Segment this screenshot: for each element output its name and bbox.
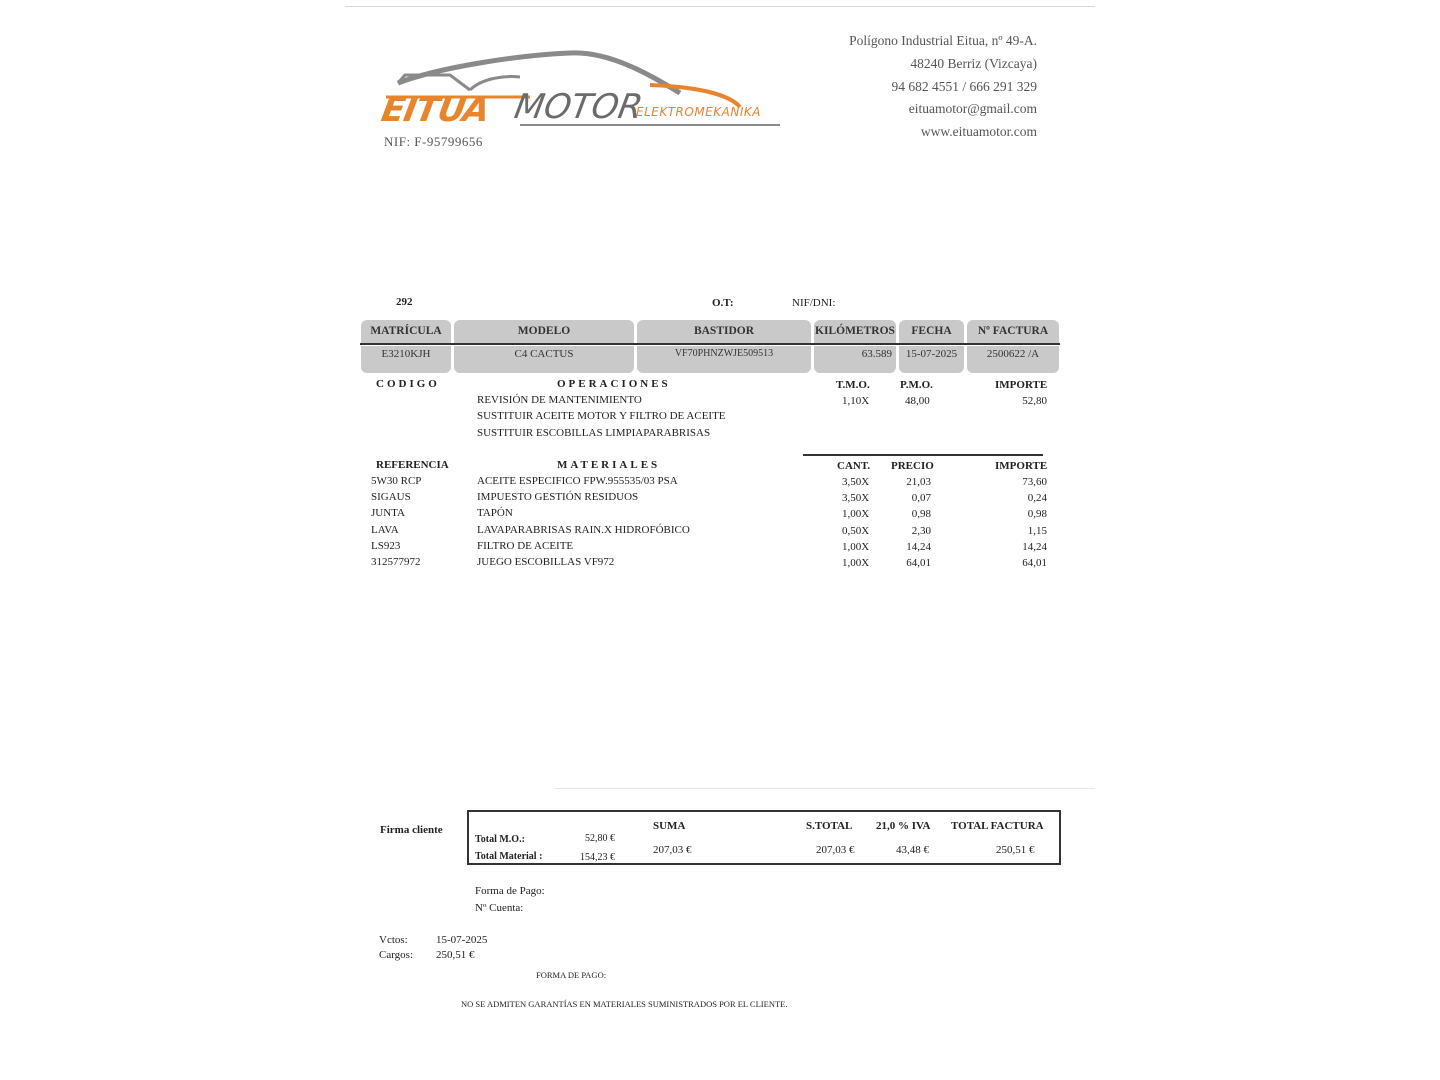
header-matricula: MATRÍCULA bbox=[370, 325, 442, 337]
header-importe-mat: IMPORTE bbox=[995, 460, 1048, 472]
header-bastidor: BASTIDOR bbox=[693, 325, 755, 337]
material-importe: 14,24 bbox=[1022, 541, 1047, 553]
material-ref: 312577972 bbox=[371, 556, 421, 568]
material-cant: 1,00X bbox=[842, 541, 870, 553]
value-fecha: 15-07-2025 bbox=[905, 348, 958, 360]
material-cant: 0,50X bbox=[842, 525, 870, 537]
total-factura-label: TOTAL FACTURA bbox=[951, 820, 1044, 832]
company-website: www.eituamotor.com bbox=[920, 124, 1037, 139]
stotal-label: S.TOTAL bbox=[806, 820, 853, 832]
operation-line: SUSTITUIR ACEITE MOTOR Y FILTRO DE ACEITE bbox=[477, 410, 726, 422]
page-top-border bbox=[345, 6, 1095, 7]
total-material-label: Total Material : bbox=[475, 851, 543, 862]
section-divider bbox=[803, 454, 1043, 456]
material-cant: 3,50X bbox=[842, 492, 870, 504]
cargos-value: 250,51 € bbox=[436, 949, 475, 961]
operation-importe: 52,80 bbox=[1022, 395, 1047, 407]
operation-pmo: 48,00 bbox=[905, 395, 930, 407]
warranty-disclaimer: NO SE ADMITEN GARANTÍAS EN MATERIALES SUMINISTRADOS POR EL CLIENTE. bbox=[461, 999, 788, 1009]
vehicle-cell-factura bbox=[967, 320, 1059, 373]
material-desc: FILTRO DE ACEITE bbox=[477, 540, 574, 552]
header-modelo: MODELO bbox=[517, 325, 571, 337]
total-material-value: 154,23 € bbox=[580, 852, 615, 863]
company-phone: 94 682 4551 / 666 291 329 bbox=[891, 79, 1037, 94]
stotal-value: 207,03 € bbox=[816, 844, 855, 856]
vehicle-header-divider-highlight bbox=[360, 345, 1060, 346]
material-ref: LAVA bbox=[371, 524, 399, 536]
header-materiales: MATERIALES bbox=[557, 459, 661, 471]
header-operaciones: OPERACIONES bbox=[557, 378, 671, 390]
iva-label: 21,0 % IVA bbox=[876, 820, 931, 832]
material-ref: 5W30 RCP bbox=[371, 475, 422, 487]
vehicle-cell-kilometros bbox=[814, 320, 896, 373]
header-precio: PRECIO bbox=[891, 460, 934, 472]
vehicle-cell-bastidor bbox=[637, 320, 811, 373]
total-mo-value: 52,80 € bbox=[585, 833, 615, 844]
total-factura-value: 250,51 € bbox=[996, 844, 1035, 856]
header-fecha: FECHA bbox=[911, 325, 952, 337]
header-factura: Nº FACTURA bbox=[977, 325, 1049, 337]
header-tmo: T.M.O. bbox=[836, 379, 870, 391]
header-importe-ops: IMPORTE bbox=[995, 379, 1048, 391]
cargos-label: Cargos: bbox=[379, 949, 414, 961]
header-kilometros: KILÓMETROS bbox=[815, 325, 895, 337]
value-factura: 2500622 /A bbox=[986, 348, 1040, 360]
vctos-label: Vctos: bbox=[379, 934, 408, 946]
suma-value: 207,03 € bbox=[653, 844, 692, 856]
logo-word-motor: MOTOR bbox=[511, 87, 646, 127]
vehicle-cell-fecha bbox=[899, 320, 964, 373]
material-desc: LAVAPARABRISAS RAIN.X HIDROFÓBICO bbox=[477, 524, 690, 536]
header-cant: CANT. bbox=[837, 460, 871, 472]
value-matricula: E3210KJH bbox=[381, 348, 431, 360]
header-pmo: P.M.O. bbox=[900, 379, 933, 391]
total-mo-label: Total M.O.: bbox=[475, 834, 525, 845]
material-cant: 3,50X bbox=[842, 476, 870, 488]
iva-value: 43,48 € bbox=[896, 844, 929, 856]
forma-pago-label: Forma de Pago: bbox=[475, 885, 545, 897]
numero-cuenta-label: Nº Cuenta: bbox=[475, 902, 524, 914]
totals-box bbox=[467, 810, 1061, 865]
material-ref: SIGAUS bbox=[371, 491, 411, 503]
value-modelo: C4 CACTUS bbox=[514, 348, 574, 360]
company-email: eituamotor@gmail.com bbox=[908, 101, 1037, 116]
header-codigo: CODIGO bbox=[376, 378, 440, 390]
vctos-value: 15-07-2025 bbox=[436, 934, 488, 946]
vehicle-cell-modelo bbox=[454, 320, 634, 373]
firma-cliente-label: Firma cliente bbox=[380, 824, 443, 836]
material-precio: 21,03 bbox=[906, 476, 931, 488]
material-importe: 0,98 bbox=[1027, 508, 1047, 520]
ot-label: O.T: bbox=[712, 297, 734, 309]
company-address-line-2: 48240 Berriz (Vizcaya) bbox=[910, 56, 1037, 71]
material-precio: 14,24 bbox=[906, 541, 931, 553]
material-ref: JUNTA bbox=[371, 507, 405, 519]
material-importe: 0,24 bbox=[1027, 492, 1047, 504]
value-bastidor: VF70PHNZWJE509513 bbox=[674, 348, 774, 359]
operation-tmo: 1,10X bbox=[842, 395, 870, 407]
material-precio: 0,98 bbox=[911, 508, 931, 520]
vehicle-cell-matricula bbox=[361, 320, 451, 373]
material-importe: 64,01 bbox=[1022, 557, 1047, 569]
material-desc: ACEITE ESPECIFICO FPW.955535/03 PSA bbox=[477, 475, 678, 487]
footer-divider bbox=[555, 788, 1095, 789]
material-cant: 1,00X bbox=[842, 557, 870, 569]
operation-line: SUSTITUIR ESCOBILLAS LIMPIAPARABRISAS bbox=[477, 427, 711, 439]
header-referencia: REFERENCIA bbox=[376, 459, 449, 471]
forma-pago-caps: FORMA DE PAGO: bbox=[536, 970, 607, 980]
value-kilometros: 63.589 bbox=[861, 348, 892, 360]
material-desc: JUEGO ESCOBILLAS VF972 bbox=[477, 556, 615, 568]
material-desc: TAPÓN bbox=[477, 507, 513, 519]
material-precio: 2,30 bbox=[911, 525, 931, 537]
material-precio: 64,01 bbox=[906, 557, 931, 569]
material-cant: 1,00X bbox=[842, 508, 870, 520]
suma-label: SUMA bbox=[653, 820, 686, 832]
material-importe: 1,15 bbox=[1027, 525, 1047, 537]
material-ref: LS923 bbox=[371, 540, 401, 552]
invoice-ref-number: 292 bbox=[396, 296, 413, 308]
material-importe: 73,60 bbox=[1022, 476, 1047, 488]
material-precio: 0,07 bbox=[911, 492, 931, 504]
logo-word-elektromekanika: ELEKTROMEKANIKA bbox=[636, 105, 761, 119]
logo-word-eitua: EITUA bbox=[378, 90, 492, 130]
company-logo bbox=[380, 45, 790, 135]
nif-dni-label: NIF/DNI: bbox=[792, 297, 836, 309]
company-nif: NIF: F-95799656 bbox=[384, 134, 483, 149]
company-address-line-1: Polígono Industrial Eitua, nº 49-A. bbox=[849, 33, 1037, 48]
material-desc: IMPUESTO GESTIÓN RESIDUOS bbox=[477, 491, 639, 503]
operation-line: REVISIÓN DE MANTENIMIENTO bbox=[477, 394, 642, 406]
